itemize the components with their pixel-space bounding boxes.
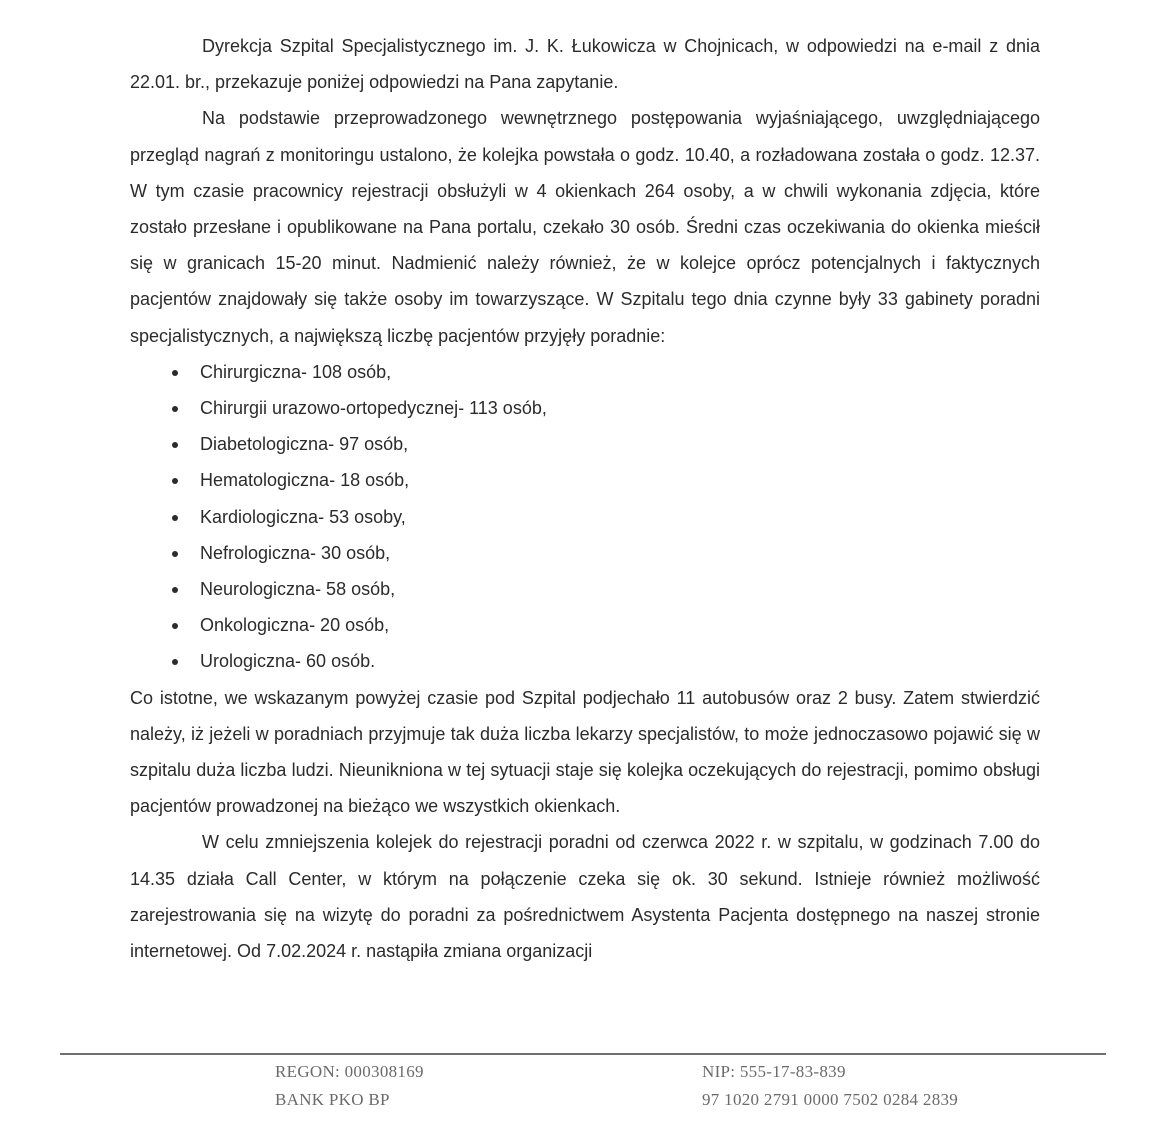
clinic-list [130, 354, 1040, 680]
bullet-icon [172, 370, 178, 376]
nip-number: NIP: 555-17-83-839 [702, 1062, 846, 1081]
clinic-list-item [130, 499, 1040, 535]
clinic-label: Chirurgii urazowo-ortopedycznej- 113 osób, [200, 398, 547, 419]
clinic-list-item [130, 462, 1040, 498]
buses-paragraph: Co istotne, we wskazanym powyżej czasie pod Szpital podjechało 11 autobusów oraz 2 busy. Zatem stwierdzić należy, iż jeżeli w poradniach przyjmuje tak duża liczba lekarzy specjalistów, to może jednoczasowo pojawić się w szpitalu duża liczba ludzi. Nieunikniona w tej sytuacji staje się kolejka oczekujących do rejestracji, pomimo obsługi pacjentów prowadzonej na bieżąco we wszystkich okienkach. [130, 687, 1040, 817]
bullet-icon [172, 515, 178, 521]
clinic-list-item [130, 426, 1040, 462]
bullet-icon [172, 406, 178, 412]
clinic-list-item [130, 643, 1040, 679]
clinic-label: Kardiologiczna- 53 osoby, [200, 506, 406, 527]
clinic-list-item [130, 571, 1040, 607]
call-center-paragraph: W celu zmniejszenia kolejek do rejestracji poradni od czerwca 2022 r. w szpitalu, w godzinach 7.00 do 14.35 działa Call Center, w którym na połączenie czeka się ok. 30 sekund. Istnieje również możliwość zarejestrowania się na wizytę do poradni za pośrednictwem Asystenta Pacjenta dostępnego na naszej stronie internetowej. Od 7.02.2024 r. nastąpiła zmiana organizacji [130, 832, 1040, 961]
bullet-icon [172, 623, 178, 629]
clinic-label: Neurologiczna- 58 osób, [200, 578, 396, 599]
clinic-label: Chirurgiczna- 108 osób, [200, 361, 392, 382]
bullet-icon [172, 478, 178, 484]
clinic-list-item [130, 390, 1040, 426]
clinic-label: Hematologiczna- 18 osób, [200, 470, 410, 491]
clinic-list-item [130, 535, 1040, 571]
clinic-list-item [130, 607, 1040, 643]
regon-number: REGON: 000308169 [275, 1062, 424, 1081]
clinic-label: Onkologiczna- 20 osób, [200, 615, 390, 636]
clinic-label: Nefrologiczna- 30 osób, [200, 542, 391, 563]
bullet-icon [172, 442, 178, 448]
footer-left-column [275, 1058, 424, 1114]
investigation-paragraph: Na podstawie przeprowadzonego wewnętrznego postępowania wyjaśniającego, uwzględniającego przegląd nagrań z monitoringu ustalono, że kolejka powstała o godz. 10.40, a rozładowana została o godz. 12.37. W tym czasie pracownicy rejestracji obsłużyli w 4 okienkach 264 osoby, a w chwili wykonania zdjęcia, które zostało przesłane i opublikowane na Pana portalu, czekało 30 osób. Średni czas oczekiwania do okienka mieścił się w granicach 15-20 minut. Nadmienić należy również, że w kolejce oprócz potencjalnych i faktycznych pacjentów znajdowały się także osoby im towarzyszące. W Szpitalu tego dnia czynne były 33 gabinety poradni specjalistycznych, a największą liczbę pacjentów przyjęły poradnie: [130, 108, 1040, 346]
clinic-label: Diabetologiczna- 97 osób, [200, 434, 409, 455]
bullet-icon [172, 551, 178, 557]
bullet-icon [172, 659, 178, 665]
bank-name: BANK PKO BP [275, 1090, 390, 1109]
footer-right-column [702, 1058, 958, 1114]
clinic-label: Urologiczna- 60 osób. [200, 651, 376, 672]
bullet-icon [172, 587, 178, 593]
footer-divider [60, 1053, 1106, 1055]
letter-body [130, 28, 1040, 969]
clinic-list-item [130, 354, 1040, 390]
intro-paragraph: Dyrekcja Szpital Specjalistycznego im. J. K. Łukowicza w Chojnicach, w odpowiedzi na e-mail z dnia 22.01. br., przekazuje poniżej odpowiedzi na Pana zapytanie. [130, 36, 1040, 93]
bank-account-number: 97 1020 2791 0000 7502 0284 2839 [702, 1090, 959, 1109]
